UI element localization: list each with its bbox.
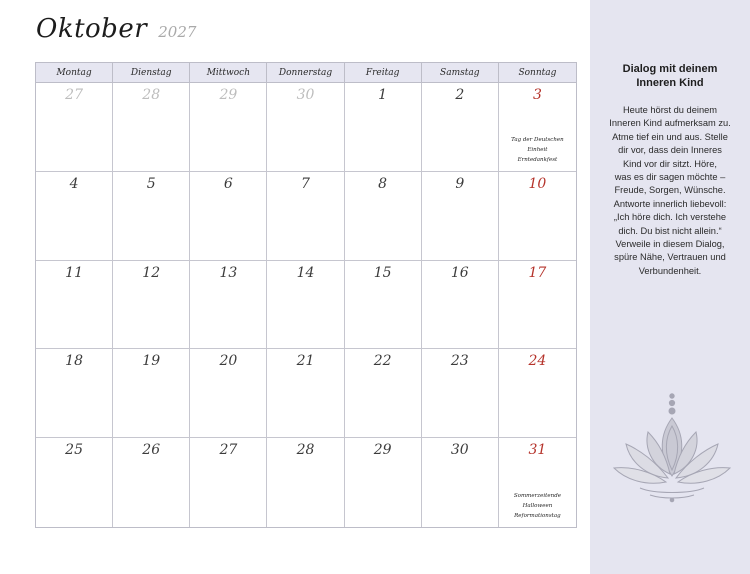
sidebar-text-line: Verweile in diesem Dialog,: [615, 239, 725, 250]
day-number: 30: [296, 87, 315, 103]
day-cell: [190, 172, 267, 261]
day-cell: [113, 349, 190, 438]
day-cell: [190, 349, 267, 438]
day-number: 11: [65, 264, 83, 281]
sidebar-title-line: Inneren Kind: [636, 77, 704, 89]
day-number: 31: [528, 442, 547, 459]
day-cell: [422, 438, 499, 527]
sidebar-text-line: dir vor, dass dein Inneres: [618, 145, 722, 156]
month-title: Oktober: [36, 14, 148, 44]
day-cell: [267, 438, 344, 527]
day-cell: [113, 261, 190, 350]
day-cell: [190, 83, 267, 172]
day-number: 16: [450, 264, 469, 281]
day-cell: [422, 172, 499, 261]
day-number: 17: [528, 264, 547, 281]
day-cell: [190, 438, 267, 527]
year-title: 2027: [158, 23, 197, 41]
day-cell: [113, 172, 190, 261]
day-number: 3: [532, 87, 542, 103]
day-number: 6: [223, 175, 233, 192]
day-cell: [267, 172, 344, 261]
day-cell: [422, 261, 499, 350]
day-number: 2: [455, 87, 465, 103]
day-number: 9: [455, 175, 465, 192]
day-number: 20: [219, 353, 238, 370]
weekday-header: Sonntag: [499, 63, 576, 83]
day-number: 10: [528, 175, 547, 192]
holiday-list: [501, 135, 574, 165]
day-cell: [499, 83, 576, 172]
day-cell: [267, 83, 344, 172]
day-cell: [499, 349, 576, 438]
day-number: 15: [373, 264, 392, 281]
day-cell: [345, 438, 422, 527]
weekday-header: Mittwoch: [190, 63, 267, 83]
day-number: 27: [219, 442, 238, 459]
day-number: 26: [142, 442, 161, 459]
day-cell: [345, 172, 422, 261]
sidebar-text-line: Inneren Kind aufmerksam zu.: [609, 118, 731, 129]
sidebar-text-line: dich. Du bist nicht allein.“: [618, 225, 722, 236]
day-number: 23: [450, 353, 469, 370]
day-cell: [499, 172, 576, 261]
holiday-list: [501, 491, 574, 521]
holiday-label: Reformationstag: [514, 513, 561, 519]
sidebar-text-line: Atme tief ein und aus. Stelle: [612, 131, 728, 142]
day-number: 29: [373, 442, 392, 459]
day-cell: [36, 172, 113, 261]
day-cell: [267, 349, 344, 438]
calendar-grid: [35, 62, 577, 528]
day-cell: [499, 438, 576, 527]
day-number: 19: [142, 353, 161, 370]
sidebar-text-line: Antworte innerlich liebevoll:: [613, 198, 727, 209]
sidebar-text-line: was es dir sagen möchte –: [614, 172, 726, 183]
day-cell: [345, 261, 422, 350]
day-number: 1: [378, 87, 388, 103]
day-number: 13: [219, 264, 238, 281]
day-cell: [113, 438, 190, 527]
holiday-label: Erntedankfest: [517, 156, 558, 163]
day-cell: [345, 83, 422, 172]
day-cell: [345, 349, 422, 438]
day-number: 22: [373, 353, 392, 370]
day-number: 4: [69, 175, 79, 192]
page-title: [36, 14, 196, 54]
sidebar-text-line: Kind vor dir sitzt. Höre,: [622, 158, 718, 169]
sidebar-title-line: Dialog mit deinem: [622, 63, 718, 75]
day-cell: [36, 83, 113, 172]
weekday-header: Donnerstag: [267, 63, 344, 83]
day-number: 14: [296, 264, 315, 281]
day-number: 27: [65, 87, 83, 103]
day-cell: [36, 349, 113, 438]
day-cell: [422, 349, 499, 438]
lotus-icon: [610, 392, 734, 504]
day-cell: [190, 261, 267, 350]
holiday-label: Sommerzeitende: [513, 493, 561, 499]
day-number: 24: [528, 353, 547, 370]
day-cell: [36, 261, 113, 350]
day-number: 25: [65, 442, 83, 459]
weekday-header: Montag: [36, 63, 113, 83]
day-number: 18: [65, 353, 83, 370]
day-number: 12: [142, 264, 161, 281]
day-number: 8: [378, 175, 388, 192]
day-number: 21: [296, 353, 315, 370]
sidebar-text-line: Heute hörst du deinem: [622, 105, 718, 115]
sidebar-text: [598, 104, 742, 278]
day-number: 29: [219, 87, 238, 103]
weekday-header: Samstag: [422, 63, 499, 83]
day-cell: [113, 83, 190, 172]
weekday-header: Freitag: [345, 63, 422, 83]
holiday-label: Halloween: [522, 503, 553, 509]
sidebar-text-line: spüre Nähe, Vertrauen und: [614, 252, 726, 263]
day-number: 28: [296, 442, 315, 459]
sidebar-title: [600, 62, 740, 90]
day-number: 28: [142, 87, 161, 103]
day-cell: [499, 261, 576, 350]
weekday-header: Dienstag: [113, 63, 190, 83]
day-cell: [422, 83, 499, 172]
sidebar-text-line: „Ich höre dich. Ich verstehe: [613, 212, 727, 223]
day-cell: [267, 261, 344, 350]
day-number: 30: [450, 442, 469, 459]
day-cell: [36, 438, 113, 527]
day-number: 7: [301, 175, 310, 192]
sidebar-text-line: Freude, Sorgen, Wünsche.: [614, 185, 726, 196]
sidebar: [590, 0, 750, 574]
holiday-label: Tag der Deutschen Einheit: [511, 136, 564, 153]
day-number: 5: [146, 175, 156, 192]
sidebar-text-line: Verbundenheit.: [638, 265, 702, 276]
